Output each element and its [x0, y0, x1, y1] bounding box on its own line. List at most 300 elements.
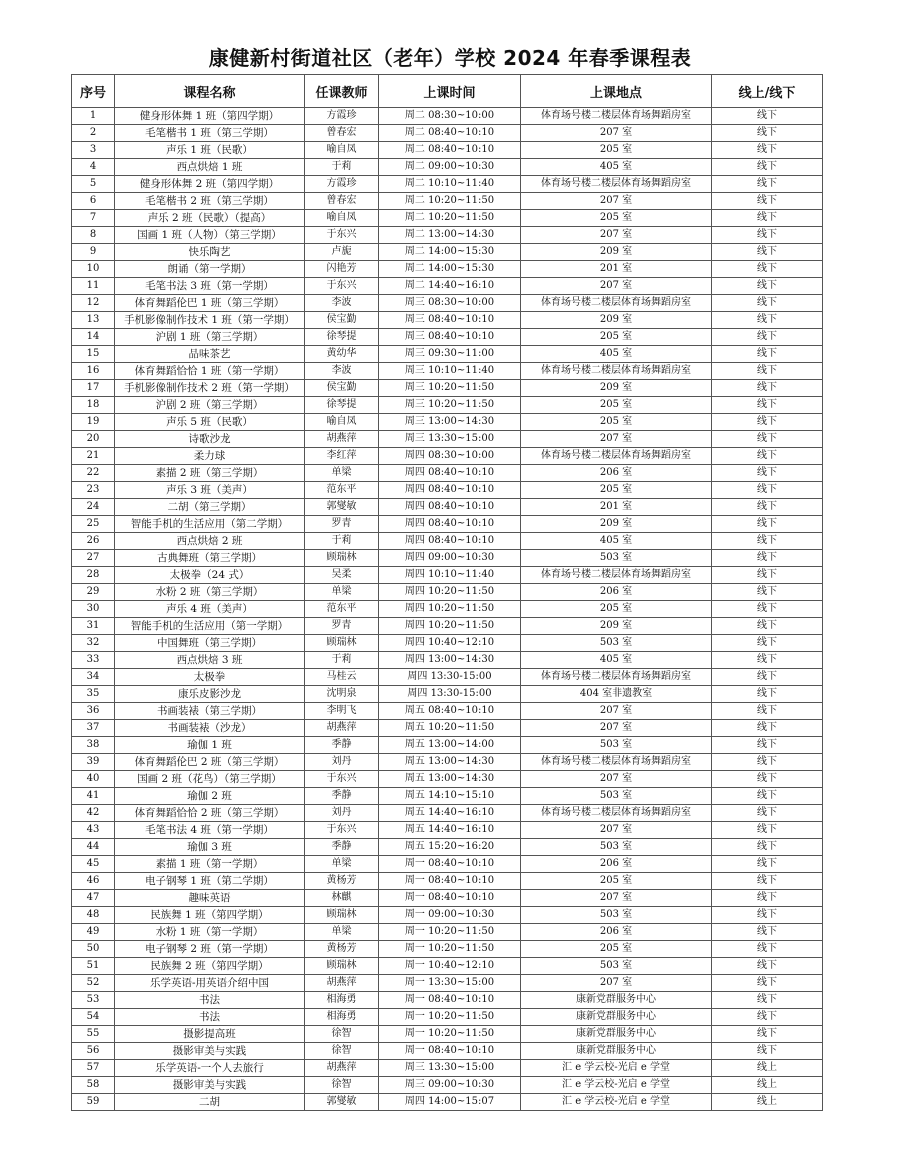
- cell-location: 205 室: [521, 601, 712, 618]
- cell-location: 503 室: [521, 839, 712, 856]
- cell-teacher: 于东兴: [305, 278, 379, 295]
- cell-teacher: 侯宝勤: [305, 312, 379, 329]
- cell-mode: 线下: [712, 1009, 823, 1026]
- cell-mode: 线上: [712, 1060, 823, 1077]
- cell-mode: 线下: [712, 261, 823, 278]
- cell-index: 17: [72, 380, 115, 397]
- table-row: [72, 346, 823, 363]
- cell-time: 周四 14:00~15:07: [379, 1094, 521, 1111]
- cell-time: 周四 13:30-15:00: [379, 686, 521, 703]
- cell-teacher: 喻自凤: [305, 414, 379, 431]
- table-row: [72, 771, 823, 788]
- cell-teacher: 李明飞: [305, 703, 379, 720]
- cell-teacher: 徐琴提: [305, 329, 379, 346]
- header-mode: 线上/线下: [712, 75, 823, 108]
- table-row: [72, 907, 823, 924]
- cell-index: 8: [72, 227, 115, 244]
- cell-mode: 线下: [712, 635, 823, 652]
- cell-mode: 线下: [712, 346, 823, 363]
- cell-index: 55: [72, 1026, 115, 1043]
- cell-teacher: 喻自凤: [305, 142, 379, 159]
- cell-course-name: 摄影提高班: [115, 1026, 305, 1043]
- cell-teacher: 单梁: [305, 465, 379, 482]
- cell-index: 57: [72, 1060, 115, 1077]
- cell-index: 38: [72, 737, 115, 754]
- cell-time: 周四 10:20~11:50: [379, 584, 521, 601]
- table-row: [72, 686, 823, 703]
- cell-index: 24: [72, 499, 115, 516]
- cell-mode: 线下: [712, 1026, 823, 1043]
- table-row: [72, 805, 823, 822]
- table-row: [72, 329, 823, 346]
- cell-time: 周二 10:10~11:40: [379, 176, 521, 193]
- table-row: [72, 159, 823, 176]
- cell-teacher: 于莉: [305, 652, 379, 669]
- cell-course-name: 体育舞蹈恰恰 1 班（第一学期）: [115, 363, 305, 380]
- table-row: [72, 465, 823, 482]
- cell-location: 207 室: [521, 822, 712, 839]
- cell-time: 周四 08:40~10:10: [379, 465, 521, 482]
- cell-location: 体育场号楼二楼层体育场舞蹈房室: [521, 448, 712, 465]
- cell-course-name: 健身形体舞 1 班（第四学期）: [115, 108, 305, 125]
- cell-mode: 线下: [712, 958, 823, 975]
- cell-index: 19: [72, 414, 115, 431]
- cell-time: 周三 10:10~11:40: [379, 363, 521, 380]
- table-row: [72, 873, 823, 890]
- cell-index: 11: [72, 278, 115, 295]
- cell-location: 503 室: [521, 737, 712, 754]
- cell-course-name: 中国舞班（第三学期）: [115, 635, 305, 652]
- cell-mode: 线下: [712, 754, 823, 771]
- cell-location: 503 室: [521, 907, 712, 924]
- cell-teacher: 徐琴提: [305, 397, 379, 414]
- table-row: [72, 635, 823, 652]
- cell-mode: 线下: [712, 329, 823, 346]
- table-row: [72, 516, 823, 533]
- cell-teacher: 于莉: [305, 159, 379, 176]
- cell-location: 汇 e 学云校-光启 e 学堂: [521, 1060, 712, 1077]
- cell-location: 201 室: [521, 261, 712, 278]
- cell-teacher: 林麒: [305, 890, 379, 907]
- cell-course-name: 太极拳（24 式）: [115, 567, 305, 584]
- cell-course-name: 太极拳: [115, 669, 305, 686]
- cell-index: 22: [72, 465, 115, 482]
- header-time: 上课时间: [379, 75, 521, 108]
- table-row: [72, 125, 823, 142]
- table-row: [72, 788, 823, 805]
- cell-index: 53: [72, 992, 115, 1009]
- table-row: [72, 295, 823, 312]
- cell-course-name: 诗歌沙龙: [115, 431, 305, 448]
- cell-teacher: 黄杨芳: [305, 873, 379, 890]
- cell-time: 周四 10:20~11:50: [379, 601, 521, 618]
- cell-course-name: 书法: [115, 1009, 305, 1026]
- cell-time: 周二 14:40~16:10: [379, 278, 521, 295]
- table-header-row: [72, 75, 823, 108]
- cell-teacher: 曾春宏: [305, 193, 379, 210]
- cell-index: 39: [72, 754, 115, 771]
- table-row: [72, 924, 823, 941]
- cell-course-name: 水粉 2 班（第三学期）: [115, 584, 305, 601]
- cell-course-name: 手机影像制作技术 1 班（第一学期）: [115, 312, 305, 329]
- cell-mode: 线下: [712, 941, 823, 958]
- cell-location: 205 室: [521, 329, 712, 346]
- cell-time: 周五 08:40~10:10: [379, 703, 521, 720]
- cell-mode: 线下: [712, 227, 823, 244]
- cell-mode: 线下: [712, 686, 823, 703]
- cell-index: 41: [72, 788, 115, 805]
- cell-index: 21: [72, 448, 115, 465]
- cell-index: 52: [72, 975, 115, 992]
- cell-mode: 线下: [712, 720, 823, 737]
- header-location: 上课地点: [521, 75, 712, 108]
- cell-time: 周一 10:20~11:50: [379, 1009, 521, 1026]
- table-row: [72, 397, 823, 414]
- cell-time: 周一 08:40~10:10: [379, 873, 521, 890]
- cell-course-name: 书画装裱（沙龙）: [115, 720, 305, 737]
- table-body: [72, 108, 823, 1111]
- cell-mode: 线下: [712, 873, 823, 890]
- cell-index: 23: [72, 482, 115, 499]
- cell-time: 周三 08:30~10:00: [379, 295, 521, 312]
- table-row: [72, 363, 823, 380]
- cell-teacher: 卢旎: [305, 244, 379, 261]
- table-row: [72, 941, 823, 958]
- cell-mode: 线下: [712, 125, 823, 142]
- cell-location: 209 室: [521, 618, 712, 635]
- cell-location: 206 室: [521, 856, 712, 873]
- cell-location: 207 室: [521, 227, 712, 244]
- cell-course-name: 二胡（第三学期）: [115, 499, 305, 516]
- cell-location: 201 室: [521, 499, 712, 516]
- cell-teacher: 于东兴: [305, 227, 379, 244]
- cell-teacher: 李红萍: [305, 448, 379, 465]
- cell-index: 46: [72, 873, 115, 890]
- cell-location: 206 室: [521, 584, 712, 601]
- cell-index: 44: [72, 839, 115, 856]
- cell-index: 29: [72, 584, 115, 601]
- cell-location: 康新党群服务中心: [521, 1026, 712, 1043]
- cell-mode: 线下: [712, 397, 823, 414]
- cell-course-name: 西点烘焙 3 班: [115, 652, 305, 669]
- cell-time: 周四 08:30~10:00: [379, 448, 521, 465]
- cell-teacher: 黄幼华: [305, 346, 379, 363]
- cell-mode: 线下: [712, 669, 823, 686]
- cell-mode: 线下: [712, 856, 823, 873]
- cell-location: 康新党群服务中心: [521, 1043, 712, 1060]
- cell-location: 体育场号楼二楼层体育场舞蹈房室: [521, 176, 712, 193]
- cell-location: 汇 e 学云校-光启 e 学堂: [521, 1094, 712, 1111]
- cell-time: 周三 13:30~15:00: [379, 1060, 521, 1077]
- cell-time: 周二 09:00~10:30: [379, 159, 521, 176]
- cell-index: 43: [72, 822, 115, 839]
- table-row: [72, 601, 823, 618]
- table-row: [72, 550, 823, 567]
- cell-index: 33: [72, 652, 115, 669]
- cell-course-name: 二胡: [115, 1094, 305, 1111]
- cell-index: 35: [72, 686, 115, 703]
- cell-course-name: 趣味英语: [115, 890, 305, 907]
- cell-time: 周五 13:00~14:00: [379, 737, 521, 754]
- cell-teacher: 季静: [305, 737, 379, 754]
- cell-index: 18: [72, 397, 115, 414]
- cell-mode: 线下: [712, 193, 823, 210]
- cell-teacher: 胡燕萍: [305, 720, 379, 737]
- cell-mode: 线下: [712, 448, 823, 465]
- cell-mode: 线下: [712, 567, 823, 584]
- cell-location: 康新党群服务中心: [521, 1009, 712, 1026]
- cell-mode: 线下: [712, 516, 823, 533]
- table-row: [72, 210, 823, 227]
- cell-course-name: 素描 1 班（第一学期）: [115, 856, 305, 873]
- table-row: [72, 703, 823, 720]
- cell-index: 1: [72, 108, 115, 125]
- cell-location: 209 室: [521, 244, 712, 261]
- cell-index: 20: [72, 431, 115, 448]
- cell-teacher: 顾瑞林: [305, 635, 379, 652]
- table-row: [72, 839, 823, 856]
- cell-location: 405 室: [521, 652, 712, 669]
- cell-location: 207 室: [521, 890, 712, 907]
- cell-time: 周四 08:40~10:10: [379, 516, 521, 533]
- cell-mode: 线下: [712, 601, 823, 618]
- cell-location: 405 室: [521, 159, 712, 176]
- cell-index: 10: [72, 261, 115, 278]
- cell-time: 周四 13:30-15:00: [379, 669, 521, 686]
- cell-mode: 线下: [712, 618, 823, 635]
- cell-location: 205 室: [521, 210, 712, 227]
- cell-time: 周一 10:20~11:50: [379, 941, 521, 958]
- cell-course-name: 声乐 2 班（民歌）（提高）: [115, 210, 305, 227]
- cell-time: 周五 13:00~14:30: [379, 771, 521, 788]
- cell-course-name: 古典舞班（第三学期）: [115, 550, 305, 567]
- cell-course-name: 毛笔书法 3 班（第一学期）: [115, 278, 305, 295]
- cell-index: 40: [72, 771, 115, 788]
- cell-mode: 线下: [712, 142, 823, 159]
- cell-location: 207 室: [521, 771, 712, 788]
- cell-course-name: 健身形体舞 2 班（第四学期）: [115, 176, 305, 193]
- cell-course-name: 国画 1 班（人物）（第三学期）: [115, 227, 305, 244]
- cell-time: 周一 08:40~10:10: [379, 1043, 521, 1060]
- cell-index: 30: [72, 601, 115, 618]
- cell-teacher: 李波: [305, 363, 379, 380]
- table-row: [72, 533, 823, 550]
- cell-mode: 线下: [712, 210, 823, 227]
- cell-time: 周一 10:20~11:50: [379, 1026, 521, 1043]
- cell-teacher: 郭燮敏: [305, 499, 379, 516]
- cell-index: 51: [72, 958, 115, 975]
- cell-mode: 线下: [712, 907, 823, 924]
- cell-index: 4: [72, 159, 115, 176]
- cell-mode: 线下: [712, 992, 823, 1009]
- cell-time: 周一 08:40~10:10: [379, 856, 521, 873]
- cell-course-name: 智能手机的生活应用（第一学期）: [115, 618, 305, 635]
- cell-index: 34: [72, 669, 115, 686]
- cell-location: 205 室: [521, 142, 712, 159]
- cell-mode: 线下: [712, 822, 823, 839]
- cell-time: 周二 13:00~14:30: [379, 227, 521, 244]
- cell-index: 14: [72, 329, 115, 346]
- cell-time: 周五 13:00~14:30: [379, 754, 521, 771]
- table-row: [72, 1026, 823, 1043]
- cell-location: 209 室: [521, 380, 712, 397]
- cell-time: 周二 14:00~15:30: [379, 244, 521, 261]
- cell-index: 54: [72, 1009, 115, 1026]
- cell-teacher: 方霞珍: [305, 108, 379, 125]
- cell-location: 205 室: [521, 873, 712, 890]
- cell-location: 405 室: [521, 346, 712, 363]
- table-row: [72, 720, 823, 737]
- cell-time: 周五 14:10~15:10: [379, 788, 521, 805]
- cell-time: 周五 10:20~11:50: [379, 720, 521, 737]
- cell-teacher: 郭燮敏: [305, 1094, 379, 1111]
- cell-course-name: 摄影审美与实践: [115, 1077, 305, 1094]
- cell-course-name: 声乐 5 班（民歌）: [115, 414, 305, 431]
- cell-index: 25: [72, 516, 115, 533]
- cell-course-name: 智能手机的生活应用（第二学期）: [115, 516, 305, 533]
- cell-index: 12: [72, 295, 115, 312]
- table-row: [72, 312, 823, 329]
- cell-time: 周五 15:20~16:20: [379, 839, 521, 856]
- cell-course-name: 声乐 3 班（美声）: [115, 482, 305, 499]
- cell-index: 7: [72, 210, 115, 227]
- cell-teacher: 徐智: [305, 1077, 379, 1094]
- table-row: [72, 261, 823, 278]
- cell-course-name: 电子钢琴 2 班（第一学期）: [115, 941, 305, 958]
- cell-location: 207 室: [521, 431, 712, 448]
- cell-location: 207 室: [521, 125, 712, 142]
- cell-time: 周三 10:20~11:50: [379, 380, 521, 397]
- cell-course-name: 乐学英语-一个人去旅行: [115, 1060, 305, 1077]
- cell-time: 周二 08:40~10:10: [379, 142, 521, 159]
- cell-time: 周三 10:20~11:50: [379, 397, 521, 414]
- cell-teacher: 胡燕萍: [305, 975, 379, 992]
- cell-time: 周二 14:00~15:30: [379, 261, 521, 278]
- cell-time: 周四 08:40~10:10: [379, 533, 521, 550]
- cell-location: 209 室: [521, 516, 712, 533]
- cell-index: 45: [72, 856, 115, 873]
- cell-course-name: 沪剧 1 班（第三学期）: [115, 329, 305, 346]
- cell-course-name: 民族舞 1 班（第四学期）: [115, 907, 305, 924]
- cell-location: 体育场号楼二楼层体育场舞蹈房室: [521, 363, 712, 380]
- table-row: [72, 431, 823, 448]
- table-row: [72, 1094, 823, 1111]
- cell-teacher: 季静: [305, 839, 379, 856]
- cell-index: 2: [72, 125, 115, 142]
- header-course-name: 课程名称: [115, 75, 305, 108]
- cell-index: 3: [72, 142, 115, 159]
- cell-course-name: 瑜伽 1 班: [115, 737, 305, 754]
- cell-course-name: 摄影审美与实践: [115, 1043, 305, 1060]
- cell-teacher: 单梁: [305, 584, 379, 601]
- cell-course-name: 体育舞蹈恰恰 2 班（第三学期）: [115, 805, 305, 822]
- table-row: [72, 992, 823, 1009]
- cell-time: 周三 08:40~10:10: [379, 329, 521, 346]
- cell-location: 康新党群服务中心: [521, 992, 712, 1009]
- cell-index: 48: [72, 907, 115, 924]
- cell-mode: 线下: [712, 839, 823, 856]
- cell-time: 周三 13:00~14:30: [379, 414, 521, 431]
- cell-time: 周二 08:30~10:00: [379, 108, 521, 125]
- cell-index: 32: [72, 635, 115, 652]
- cell-time: 周三 09:00~10:30: [379, 1077, 521, 1094]
- cell-time: 周二 10:20~11:50: [379, 193, 521, 210]
- cell-mode: 线下: [712, 431, 823, 448]
- cell-course-name: 国画 2 班（花鸟）（第三学期）: [115, 771, 305, 788]
- cell-course-name: 西点烘焙 2 班: [115, 533, 305, 550]
- cell-time: 周二 08:40~10:10: [379, 125, 521, 142]
- cell-location: 汇 e 学云校-光启 e 学堂: [521, 1077, 712, 1094]
- cell-course-name: 毛笔楷书 2 班（第三学期）: [115, 193, 305, 210]
- cell-time: 周一 09:00~10:30: [379, 907, 521, 924]
- cell-location: 207 室: [521, 975, 712, 992]
- cell-teacher: 顾瑞林: [305, 907, 379, 924]
- cell-location: 205 室: [521, 397, 712, 414]
- cell-teacher: 黄杨芳: [305, 941, 379, 958]
- cell-location: 503 室: [521, 635, 712, 652]
- cell-time: 周一 10:20~11:50: [379, 924, 521, 941]
- cell-time: 周四 09:00~10:30: [379, 550, 521, 567]
- cell-location: 503 室: [521, 550, 712, 567]
- cell-location: 205 室: [521, 482, 712, 499]
- cell-course-name: 沪剧 2 班（第三学期）: [115, 397, 305, 414]
- page-title: 康健新村街道社区（老年）学校 2024 年春季课程表: [208, 46, 692, 70]
- cell-location: 206 室: [521, 924, 712, 941]
- cell-location: 207 室: [521, 703, 712, 720]
- cell-index: 31: [72, 618, 115, 635]
- cell-time: 周五 14:40~16:10: [379, 822, 521, 839]
- table-row: [72, 754, 823, 771]
- cell-course-name: 康乐皮影沙龙: [115, 686, 305, 703]
- cell-course-name: 瑜伽 2 班: [115, 788, 305, 805]
- cell-index: 16: [72, 363, 115, 380]
- table-row: [72, 499, 823, 516]
- cell-mode: 线下: [712, 499, 823, 516]
- cell-index: 56: [72, 1043, 115, 1060]
- table-row: [72, 1077, 823, 1094]
- cell-index: 47: [72, 890, 115, 907]
- cell-mode: 线下: [712, 465, 823, 482]
- cell-mode: 线下: [712, 890, 823, 907]
- cell-course-name: 体育舞蹈伦巴 1 班（第三学期）: [115, 295, 305, 312]
- cell-index: 58: [72, 1077, 115, 1094]
- cell-teacher: 徐智: [305, 1026, 379, 1043]
- cell-location: 205 室: [521, 414, 712, 431]
- cell-teacher: 季静: [305, 788, 379, 805]
- cell-time: 周一 13:30~15:00: [379, 975, 521, 992]
- cell-teacher: 罗青: [305, 516, 379, 533]
- cell-index: 59: [72, 1094, 115, 1111]
- cell-mode: 线下: [712, 737, 823, 754]
- cell-mode: 线下: [712, 482, 823, 499]
- table-row: [72, 142, 823, 159]
- cell-course-name: 手机影像制作技术 2 班（第一学期）: [115, 380, 305, 397]
- table-row: [72, 958, 823, 975]
- cell-time: 周二 10:20~11:50: [379, 210, 521, 227]
- cell-mode: 线下: [712, 312, 823, 329]
- cell-mode: 线下: [712, 1043, 823, 1060]
- cell-time: 周四 08:40~10:10: [379, 499, 521, 516]
- cell-time: 周四 10:20~11:50: [379, 618, 521, 635]
- cell-mode: 线下: [712, 771, 823, 788]
- cell-location: 206 室: [521, 465, 712, 482]
- cell-time: 周四 10:40~12:10: [379, 635, 521, 652]
- cell-teacher: 李波: [305, 295, 379, 312]
- cell-course-name: 乐学英语-用英语介绍中国: [115, 975, 305, 992]
- table-row: [72, 108, 823, 125]
- cell-teacher: 范东平: [305, 482, 379, 499]
- cell-course-name: 体育舞蹈伦巴 2 班（第三学期）: [115, 754, 305, 771]
